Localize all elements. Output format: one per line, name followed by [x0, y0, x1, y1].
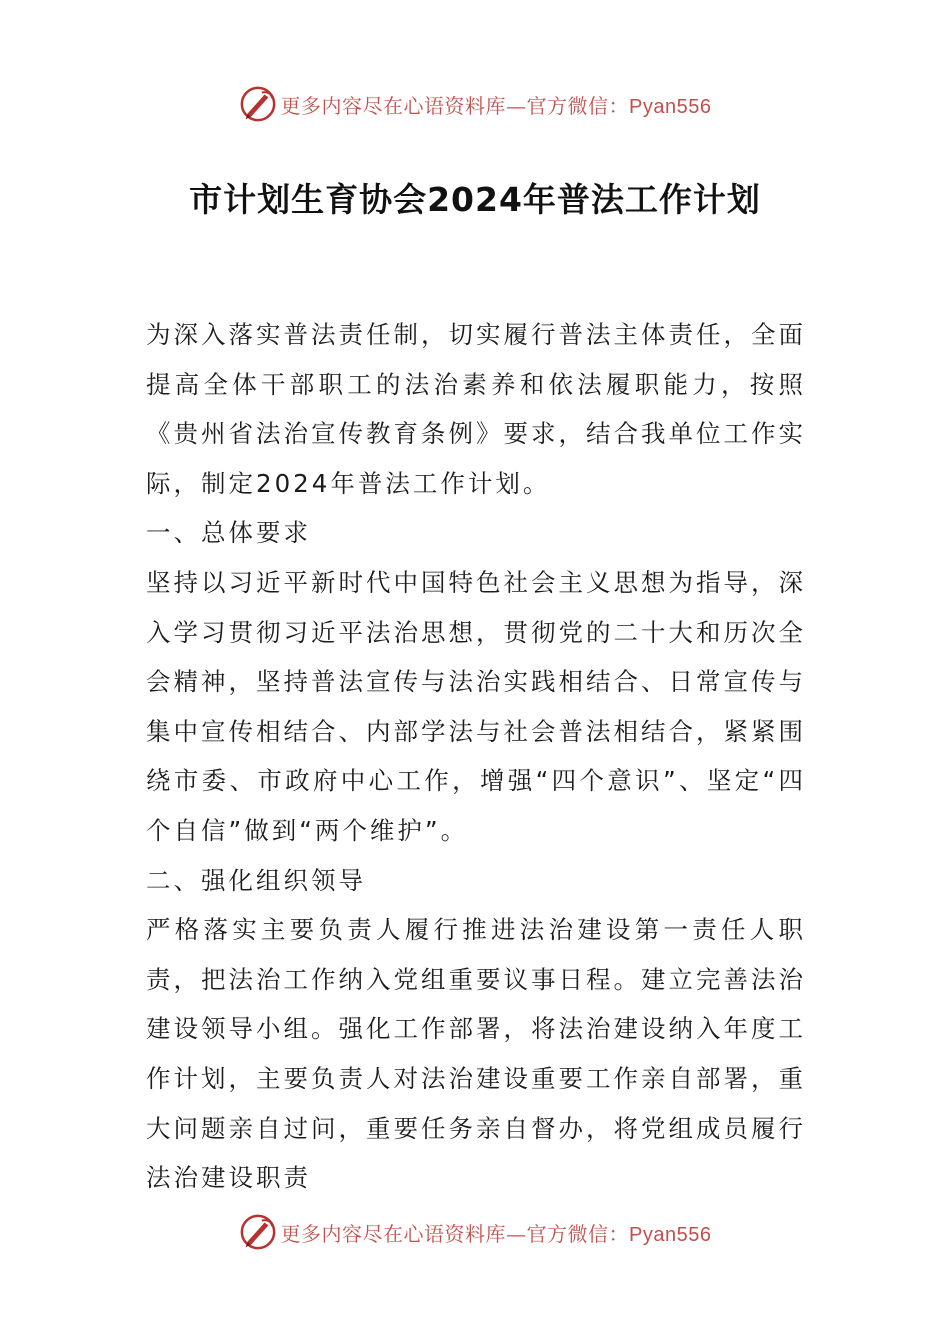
- intro-paragraph: 为深入落实普法责任制，切实履行普法主体责任，全面提高全体干部职工的法治素养和依法履职能力，按照《贵州省法治宣传教育条例》要求，结合我单位工作实际，制定2024年普法工作计划。: [146, 320, 806, 498]
- pen-logo-icon: [239, 1213, 277, 1251]
- watermark-text: 更多内容尽在心语资料库—官方微信：Pyan556: [280, 1221, 712, 1246]
- organization-leadership-paragraph: 严格落实主要负责人履行推进法治建设第一责任人职责，把法治工作纳入党组重要议事日程。建立完善法治建设领导小组。强化工作部署，将法治建设纳入年度工作计划，主要负责人对法治建设重要工作亲自部署，重大问题亲自过问，重要任务亲自督办，将党组成员履行法治建设职责: [146, 915, 806, 1193]
- watermark-handle: Pyan556: [629, 95, 712, 118]
- watermark-banner-top: [0, 82, 950, 126]
- section-heading-organization-leadership: 二、强化组织领导: [146, 865, 366, 895]
- watermark-text: 更多内容尽在心语资料库—官方微信：Pyan556: [280, 93, 712, 118]
- document-title: 市计划生育协会2024年普法工作计划: [189, 180, 761, 219]
- pen-logo-icon: [239, 85, 277, 123]
- overall-requirements-paragraph: 坚持以习近平新时代中国特色社会主义思想为指导，深入学习贯彻习近平法治思想，贯彻党的二十大和历次全会精神，坚持普法宣传与法治实践相结合、日常宣传与集中宣传相结合、内部学法与社会普法相结合，紧紧围绕市委、市政府中心工作，增强“四个意识”、坚定“四个自信”做到“两个维护”。: [146, 567, 806, 845]
- watermark-handle: Pyan556: [629, 1223, 712, 1246]
- section-heading-overall-requirements: 一、总体要求: [146, 518, 311, 548]
- document-body: [146, 310, 806, 1203]
- watermark-banner-bottom: [0, 1210, 950, 1254]
